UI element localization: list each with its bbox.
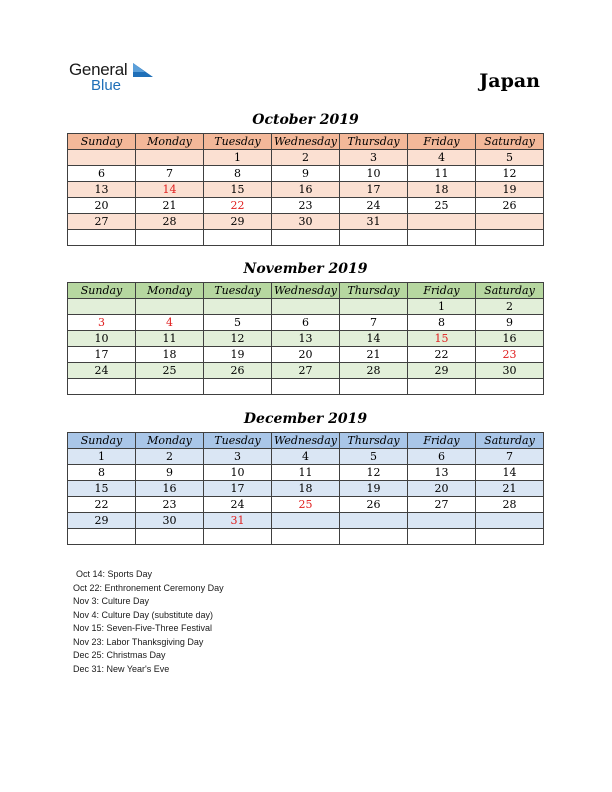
day-cell: 3	[68, 315, 136, 331]
day-cell	[476, 214, 544, 230]
weekday-header: Thursday	[340, 433, 408, 449]
month-title-october: October 2019	[252, 112, 359, 128]
weekday-header: Sunday	[68, 283, 136, 299]
day-cell: 28	[340, 363, 408, 379]
day-cell: 8	[408, 315, 476, 331]
day-cell: 13	[408, 465, 476, 481]
day-cell: 13	[68, 182, 136, 198]
day-cell: 10	[204, 465, 272, 481]
day-cell	[204, 529, 272, 545]
day-cell: 23	[136, 497, 204, 513]
day-cell: 18	[136, 347, 204, 363]
weekday-header: Friday	[408, 433, 476, 449]
weekday-header: Thursday	[340, 134, 408, 150]
day-cell: 3	[340, 150, 408, 166]
week-row	[68, 347, 544, 363]
holiday-item: Dec 31: New Year's Eve	[73, 663, 170, 674]
day-cell: 9	[272, 166, 340, 182]
day-cell: 9	[136, 465, 204, 481]
week-row	[68, 449, 544, 465]
holiday-item: Nov 23: Labor Thanksgiving Day	[73, 636, 204, 647]
week-row	[68, 214, 544, 230]
day-cell: 18	[408, 182, 476, 198]
day-cell: 4	[272, 449, 340, 465]
week-row	[68, 166, 544, 182]
day-cell: 2	[136, 449, 204, 465]
weekday-header: Monday	[136, 283, 204, 299]
day-cell: 30	[136, 513, 204, 529]
day-cell: 15	[204, 182, 272, 198]
day-cell: 7	[476, 449, 544, 465]
day-cell	[68, 230, 136, 246]
day-cell: 20	[408, 481, 476, 497]
day-cell: 2	[272, 150, 340, 166]
day-cell	[204, 379, 272, 395]
day-cell: 20	[272, 347, 340, 363]
day-cell: 29	[68, 513, 136, 529]
day-cell: 27	[408, 497, 476, 513]
day-cell	[340, 379, 408, 395]
day-cell	[136, 299, 204, 315]
day-cell	[408, 379, 476, 395]
weekday-header: Monday	[136, 134, 204, 150]
week-row	[68, 529, 544, 545]
holiday-item: Nov 4: Culture Day (substitute day)	[73, 609, 214, 620]
weekday-header: Saturday	[476, 433, 544, 449]
day-cell: 31	[204, 513, 272, 529]
day-cell: 13	[272, 331, 340, 347]
week-row	[68, 497, 544, 513]
day-cell	[340, 513, 408, 529]
day-cell: 24	[340, 198, 408, 214]
day-cell: 25	[272, 497, 340, 513]
week-row	[68, 513, 544, 529]
day-cell: 11	[408, 166, 476, 182]
week-row	[68, 481, 544, 497]
day-cell	[68, 150, 136, 166]
day-cell: 21	[476, 481, 544, 497]
day-cell: 16	[476, 331, 544, 347]
day-cell	[272, 379, 340, 395]
day-cell: 2	[476, 299, 544, 315]
day-cell	[340, 299, 408, 315]
calendar-october	[67, 133, 544, 246]
holiday-item: Nov 3: Culture Day	[73, 596, 150, 606]
day-cell: 25	[408, 198, 476, 214]
day-cell	[136, 150, 204, 166]
day-cell: 23	[476, 347, 544, 363]
day-cell: 26	[340, 497, 408, 513]
day-cell: 19	[204, 347, 272, 363]
day-cell: 10	[68, 331, 136, 347]
holiday-item: Oct 22: Enthronement Ceremony Day	[73, 582, 224, 593]
day-cell: 3	[204, 449, 272, 465]
day-cell: 23	[272, 198, 340, 214]
weekday-header-row	[68, 283, 544, 299]
day-cell: 30	[476, 363, 544, 379]
day-cell: 24	[204, 497, 272, 513]
weekday-header: Tuesday	[204, 283, 272, 299]
holiday-item: Dec 25: Christmas Day	[73, 650, 166, 660]
weekday-header: Wednesday	[272, 433, 340, 449]
day-cell: 1	[68, 449, 136, 465]
day-cell: 21	[340, 347, 408, 363]
day-cell	[136, 379, 204, 395]
logo-text-blue: Blue	[91, 77, 122, 94]
day-cell	[136, 529, 204, 545]
holiday-item: Nov 15: Seven-Five-Three Festival	[73, 623, 213, 633]
day-cell: 12	[340, 465, 408, 481]
day-cell	[204, 230, 272, 246]
day-cell: 22	[408, 347, 476, 363]
day-cell	[408, 214, 476, 230]
day-cell	[272, 513, 340, 529]
weekday-header: Saturday	[476, 283, 544, 299]
day-cell	[272, 230, 340, 246]
day-cell: 6	[272, 315, 340, 331]
month-title-december: December 2019	[243, 411, 368, 427]
weekday-header-row	[68, 433, 544, 449]
day-cell	[204, 299, 272, 315]
day-cell	[476, 513, 544, 529]
week-row	[68, 299, 544, 315]
day-cell: 16	[136, 481, 204, 497]
day-cell: 6	[408, 449, 476, 465]
weekday-header: Tuesday	[204, 433, 272, 449]
day-cell	[136, 230, 204, 246]
week-row	[68, 465, 544, 481]
day-cell: 26	[476, 198, 544, 214]
day-cell	[68, 379, 136, 395]
day-cell: 20	[68, 198, 136, 214]
day-cell	[68, 299, 136, 315]
day-cell: 9	[476, 315, 544, 331]
day-cell: 27	[68, 214, 136, 230]
weekday-header: Monday	[136, 433, 204, 449]
day-cell	[272, 529, 340, 545]
day-cell: 14	[136, 182, 204, 198]
weekday-header-row	[68, 134, 544, 150]
day-cell: 17	[68, 347, 136, 363]
day-cell	[68, 529, 136, 545]
week-row	[68, 230, 544, 246]
country-title: Japan	[479, 70, 540, 92]
day-cell: 14	[340, 331, 408, 347]
day-cell: 30	[272, 214, 340, 230]
day-cell	[476, 230, 544, 246]
logo	[69, 60, 159, 96]
month-title-november: November 2019	[243, 261, 368, 277]
holiday-item: Oct 14: Sports Day	[76, 569, 153, 579]
week-row	[68, 198, 544, 214]
day-cell	[340, 230, 408, 246]
calendar-december	[67, 432, 544, 545]
day-cell: 22	[68, 497, 136, 513]
day-cell: 8	[204, 166, 272, 182]
day-cell: 7	[340, 315, 408, 331]
day-cell	[408, 529, 476, 545]
day-cell: 19	[340, 481, 408, 497]
weekday-header: Sunday	[68, 134, 136, 150]
day-cell	[272, 299, 340, 315]
day-cell: 11	[136, 331, 204, 347]
day-cell: 7	[136, 166, 204, 182]
day-cell: 8	[68, 465, 136, 481]
day-cell: 11	[272, 465, 340, 481]
day-cell	[340, 529, 408, 545]
week-row	[68, 331, 544, 347]
day-cell: 28	[476, 497, 544, 513]
day-cell: 1	[408, 299, 476, 315]
day-cell: 6	[68, 166, 136, 182]
week-row	[68, 182, 544, 198]
day-cell: 17	[340, 182, 408, 198]
day-cell: 21	[136, 198, 204, 214]
day-cell: 12	[204, 331, 272, 347]
day-cell: 29	[408, 363, 476, 379]
day-cell: 28	[136, 214, 204, 230]
weekday-header: Sunday	[68, 433, 136, 449]
day-cell: 5	[204, 315, 272, 331]
day-cell: 22	[204, 198, 272, 214]
week-row	[68, 150, 544, 166]
day-cell: 5	[476, 150, 544, 166]
week-row	[68, 379, 544, 395]
logo-triangle-icon	[133, 63, 153, 77]
day-cell: 18	[272, 481, 340, 497]
day-cell: 4	[408, 150, 476, 166]
holiday-list	[73, 568, 224, 676]
day-cell: 5	[340, 449, 408, 465]
day-cell: 1	[204, 150, 272, 166]
day-cell	[408, 230, 476, 246]
day-cell: 31	[340, 214, 408, 230]
week-row	[68, 363, 544, 379]
week-row	[68, 315, 544, 331]
day-cell: 17	[204, 481, 272, 497]
day-cell	[476, 379, 544, 395]
weekday-header: Wednesday	[272, 283, 340, 299]
day-cell: 19	[476, 182, 544, 198]
day-cell: 4	[136, 315, 204, 331]
weekday-header: Tuesday	[204, 134, 272, 150]
day-cell	[408, 513, 476, 529]
day-cell: 27	[272, 363, 340, 379]
day-cell: 24	[68, 363, 136, 379]
day-cell: 15	[408, 331, 476, 347]
weekday-header: Thursday	[340, 283, 408, 299]
day-cell: 12	[476, 166, 544, 182]
weekday-header: Friday	[408, 283, 476, 299]
day-cell: 16	[272, 182, 340, 198]
day-cell: 10	[340, 166, 408, 182]
day-cell: 14	[476, 465, 544, 481]
day-cell: 15	[68, 481, 136, 497]
weekday-header: Saturday	[476, 134, 544, 150]
day-cell: 25	[136, 363, 204, 379]
weekday-header: Friday	[408, 134, 476, 150]
day-cell: 26	[204, 363, 272, 379]
day-cell	[476, 529, 544, 545]
calendar-november	[67, 282, 544, 395]
day-cell: 29	[204, 214, 272, 230]
weekday-header: Wednesday	[272, 134, 340, 150]
logo-text-general: General	[69, 60, 128, 79]
